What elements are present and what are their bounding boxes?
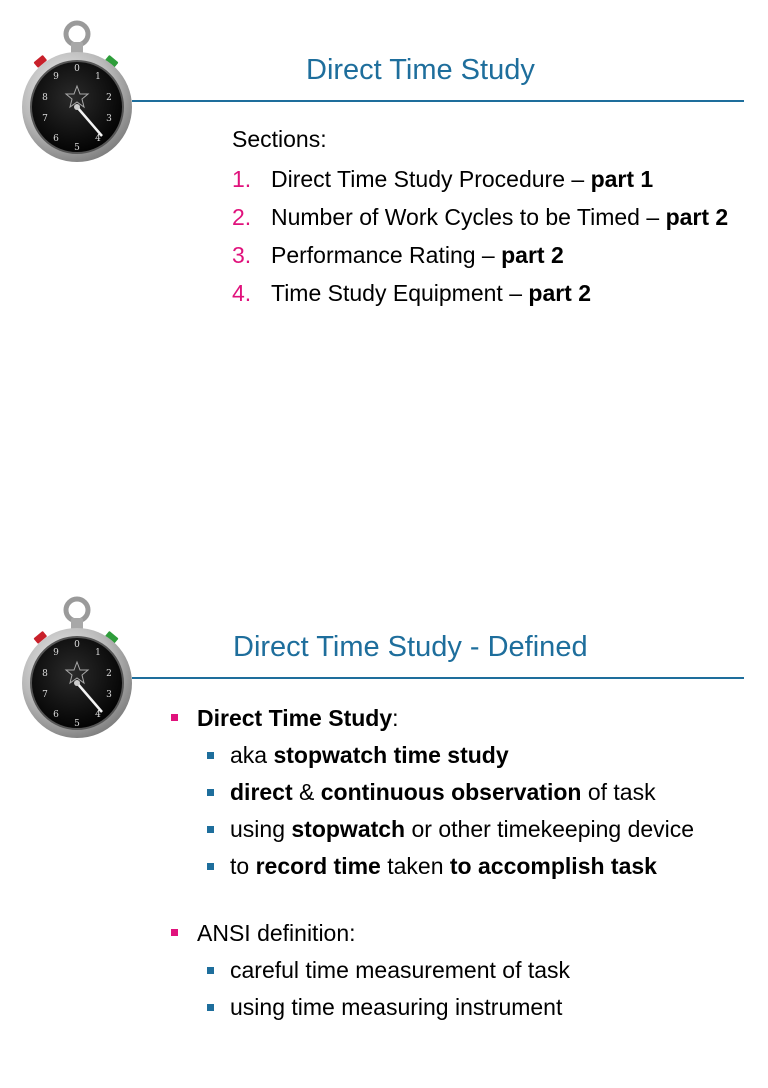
- dial-number: 9: [53, 72, 59, 82]
- slide-1: [0, 0, 768, 512]
- dial-number: 0: [74, 64, 80, 74]
- dial-number: 6: [53, 134, 59, 144]
- item-number: 2.: [232, 204, 252, 230]
- text-run-bold: continuous observation: [320, 779, 582, 805]
- item-number: 3.: [232, 242, 252, 268]
- dial-number: 5: [74, 143, 80, 153]
- item-part: part 2: [528, 280, 592, 306]
- list-item: [232, 240, 732, 270]
- bullet-item: [168, 918, 758, 948]
- sections-list: [232, 164, 732, 316]
- item-text: Direct Time Study Procedure –: [271, 166, 591, 192]
- sub-bullet-item: [168, 777, 758, 807]
- title-divider: [132, 100, 744, 102]
- bullet-heading-colon: :: [392, 705, 399, 731]
- text-run-bold: direct: [230, 779, 293, 805]
- text-run: using: [230, 816, 292, 842]
- text-run-bold: to accomplish task: [449, 853, 657, 879]
- bullet-heading: ANSI definition:: [197, 920, 356, 946]
- dial-number: 7: [42, 114, 48, 124]
- item-text: Performance Rating –: [271, 242, 502, 268]
- dial-number: 5: [74, 719, 80, 729]
- stopwatch-icon: [18, 20, 136, 162]
- dial-number: 1: [95, 72, 101, 82]
- list-item: [232, 278, 732, 308]
- item-part: part 2: [501, 242, 564, 268]
- dial-number: 1: [95, 648, 101, 658]
- text-run-bold: stopwatch: [291, 816, 406, 842]
- dial-number: 4: [95, 134, 101, 144]
- dial-number: 3: [106, 114, 112, 124]
- dial-number: 2: [106, 93, 112, 103]
- item-number: 1.: [232, 166, 252, 192]
- text-run: taken: [380, 853, 450, 879]
- sub-bullet-item: [168, 851, 758, 881]
- bullet-item: [168, 703, 758, 733]
- text-run: careful time measurement of task: [230, 957, 571, 983]
- dial-number: 6: [53, 710, 59, 720]
- list-item: [232, 202, 732, 232]
- slide-title: Direct Time Study: [306, 54, 535, 86]
- dial-number: 0: [74, 640, 80, 650]
- text-run-bold: record time: [255, 853, 381, 879]
- dial-number: 2: [106, 669, 112, 679]
- bullet-heading: Direct Time Study: [197, 705, 393, 731]
- text-run-bold: stopwatch time study: [273, 742, 509, 768]
- text-run: of task: [581, 779, 656, 805]
- item-number: 4.: [232, 280, 252, 306]
- dial-number: 4: [95, 710, 101, 720]
- slide-2: [0, 576, 768, 1088]
- item-text: Time Study Equipment –: [271, 280, 529, 306]
- sections-label: Sections:: [232, 126, 327, 152]
- title-divider: [132, 677, 744, 679]
- dial-number: 8: [42, 93, 48, 103]
- item-part: part 2: [665, 204, 729, 230]
- item-text: Number of Work Cycles to be Timed –: [271, 204, 666, 230]
- slide-title: Direct Time Study - Defined: [233, 631, 588, 663]
- text-run: using time measuring instrument: [230, 994, 563, 1020]
- spacer: [168, 881, 758, 918]
- sub-bullet-item: [168, 740, 758, 770]
- text-run: to: [230, 853, 256, 879]
- text-run: aka: [230, 742, 274, 768]
- text-run: or other timekeeping device: [405, 816, 695, 842]
- dial-number: 3: [106, 690, 112, 700]
- text-run: &: [292, 779, 321, 805]
- sub-bullet-item: [168, 955, 758, 985]
- dial-number: 9: [53, 648, 59, 658]
- list-item: [232, 164, 732, 194]
- bullet-list: [168, 703, 758, 1022]
- sub-bullet-item: [168, 814, 758, 844]
- sub-bullet-item: [168, 992, 758, 1022]
- dial-number: 7: [42, 690, 48, 700]
- item-part: part 1: [590, 166, 654, 192]
- dial-number: 8: [42, 669, 48, 679]
- stopwatch-icon: [18, 596, 136, 738]
